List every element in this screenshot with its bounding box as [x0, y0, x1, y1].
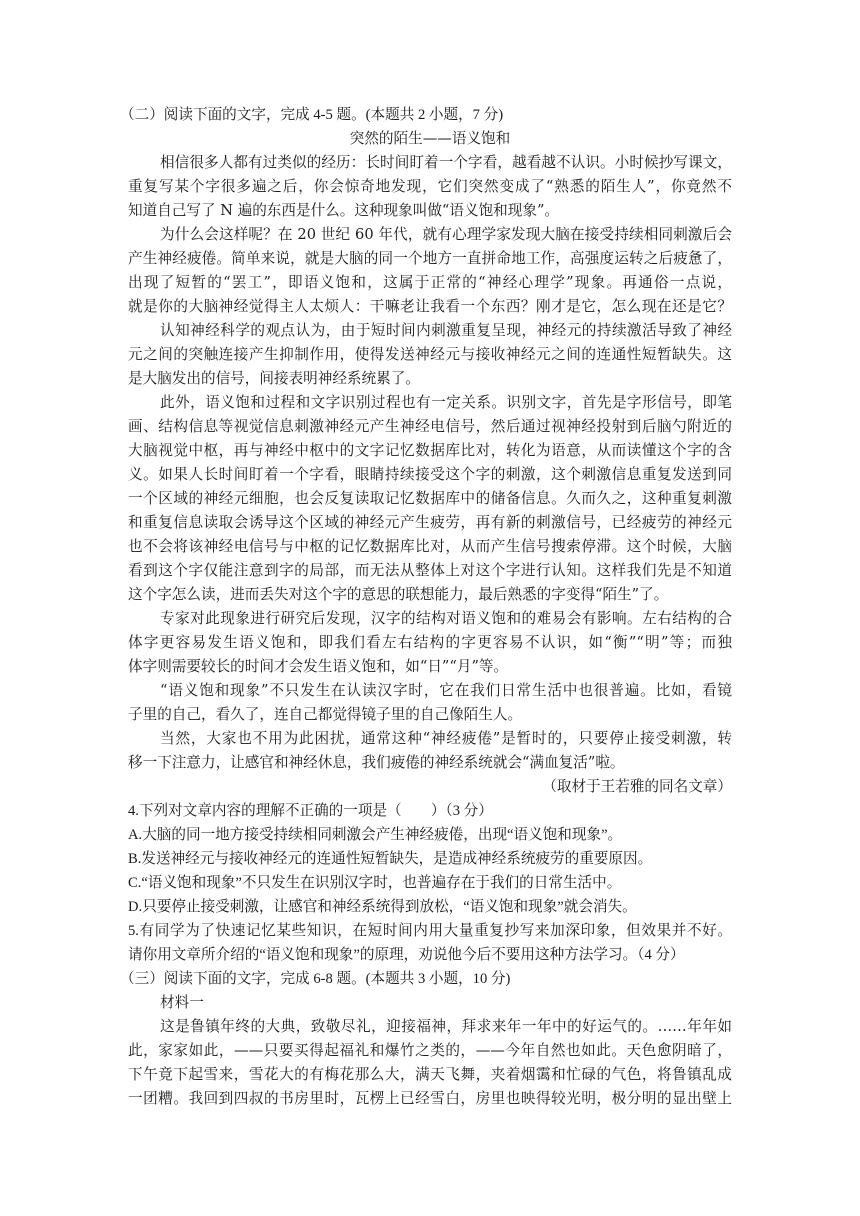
article-paragraph-line: 产生神经疲倦。简单来说，就是大脑的同一个地方一直拼命地工作，高强度运转之后疲惫了， [128, 250, 732, 267]
article-paragraph-line: 相信很多人都有过类似的经历：长时间盯着一个字看，越看越不认识。小时候抄写课文， [160, 154, 732, 171]
article-paragraph-line: 义。如果人长时间盯着一个字看，眼睛持续接受这个字的刺激，这个刺激信息重复发送到同 [128, 466, 732, 483]
article-source: （取材于王若雅的同名文章） [542, 778, 732, 795]
article-paragraph-line: 当然，大家也不用为此困扰，通常这种“神经疲倦”是暂时的，只要停止接受刺激，转 [160, 730, 732, 747]
material-paragraph-line: 此，家家如此，——只要买得起福礼和爆竹之类的，——今年自然也如此。天色愈阴暗了， [128, 1042, 732, 1059]
article-paragraph-line: “语义饱和现象”不只发生在认读汉字时，它在我们日常生活中也很普遍。比如，看镜 [160, 682, 732, 699]
section-2-heading: （二）阅读下面的文字，完成 4-5 题。(本题共 2 小题，7 分) [120, 107, 504, 123]
article-paragraph-line: 重复写某个字很多遍之后，你会惊奇地发现，它们突然变成了“熟悉的陌生人”，你竟然不 [128, 178, 732, 195]
article-paragraph-line: 认知神经科学的观点认为，由于短时间内刺激重复呈现，神经元的持续激活导致了神经 [160, 322, 732, 339]
article-paragraph-line: 体字则需要较长的时间才会发生语义饱和，如“日”“月”等。 [128, 658, 509, 675]
article-paragraph-line: 子里的自己，看久了，连自己都觉得镜子里的自己像陌生人。 [128, 706, 523, 723]
article-paragraph-line: 看到这个字仅能注意到字的局部，而无法从整体上对这个字进行认知。这样我们先是不知道 [128, 562, 732, 579]
article-paragraph-line: 也不会将该神经电信号与中枢的记忆数据库比对，从而产生信号搜索停滞。这个时候，大脑 [128, 538, 732, 555]
article-title: 突然的陌生——语义饱和 [349, 130, 511, 147]
article-paragraph-line: 和重复信息读取会诱导这个区域的神经元产生疲劳，再有新的刺激信号，已经疲劳的神经元 [128, 514, 732, 531]
article-paragraph-line: 移一下注意力，让感官和神经休息，我们疲倦的神经系统就会“满血复活”啦。 [128, 754, 625, 771]
article-paragraph-line: 大脑视觉中枢，再与神经中枢中的文字记忆数据库比对，转化为语意，从而读懂这个字的含 [128, 442, 732, 459]
material-paragraph-line: 一团糟。我回到四叔的书房里时，瓦楞上已经雪白，房里也映得较光明，极分明的显出壁上 [128, 1090, 732, 1107]
material-paragraph-line: 这是鲁镇年终的大典，致敬尽礼，迎接福神，拜求来年一年中的好运气的。……年年如 [160, 1018, 732, 1035]
question-4-stem: 4.下列对文章内容的理解不正确的一项是（ ）（3 分） [128, 803, 493, 819]
question-5-line: 5.有同学为了快速记忆某些知识，在短时间内用大量重复抄写来加深印象，但效果并不好。 [128, 923, 732, 939]
article-paragraph-line: 知道自己写了 N 遍的东西是什么。这种现象叫做“语义饱和现象”。 [128, 202, 560, 219]
material-paragraph-line: 下午竟下起雪来，雪花大的有梅花那么大，满天飞舞，夹着烟霭和忙碌的气色，将鲁镇乱成 [128, 1066, 732, 1083]
article-paragraph-line: 是大脑发出的信号，间接表明神经系统累了。 [128, 370, 420, 387]
question-4-option-b: B.发送神经元与接收神经元的连通性短暂缺失，是造成神经系统疲劳的重要原因。 [128, 851, 653, 867]
section-3-heading: （三）阅读下面的文字，完成 6-8 题。(本题共 3 小题，10 分) [120, 971, 511, 987]
question-5-line: 请你用文章所介绍的“语义饱和现象”的原理，劝说他今后不要用这种方法学习。（4 分） [128, 947, 685, 963]
article-paragraph-line: 出现了短暂的“罢工”，即语义饱和，这属于正常的“神经心理学”现象。再通俗一点说， [128, 274, 732, 291]
article-paragraph-line: 此外，语义饱和过程和文字识别过程也有一定关系。识别文字，首先是字形信号，即笔 [160, 394, 732, 411]
question-4-option-a: A.大脑的同一地方接受持续相同刺激会产生神经疲倦，出现“语义饱和现象”。 [128, 827, 623, 843]
article-paragraph-line: 就是你的大脑神经觉得主人太烦人：干嘛老让我看一个东西？刚才是它，怎么现在还是它？ [128, 298, 732, 315]
article-paragraph-line: 为什么会这样呢？在 20 世纪 60 年代，就有心理学家发现大脑在接受持续相同刺激后会 [160, 226, 732, 243]
material-label: 材料一 [160, 994, 204, 1011]
article-paragraph-line: 体字更容易发生语义饱和，即我们看左右结构的字更容易不认识，如“衡”“明”等；而独 [128, 634, 732, 651]
question-4-option-d: D.只要停止接受刺激，让感官和神经系统得到放松，“语义饱和现象”就会消失。 [128, 899, 637, 915]
article-paragraph-line: 画、结构信息等视觉信息刺激神经元产生神经电信号，然后通过视神经投射到后脑勺附近的 [128, 418, 732, 435]
article-paragraph-line: 专家对此现象进行研究后发现，汉字的结构对语义饱和的难易会有影响。左右结构的合 [160, 610, 732, 627]
question-4-option-c: C.“语义饱和现象”不只发生在识别汉字时，也普遍存在于我们的日常生活中。 [128, 875, 622, 891]
article-paragraph-line: 一个区域的神经元细胞，也会反复读取记忆数据库中的储备信息。久而久之，这种重复刺激 [128, 490, 732, 507]
article-paragraph-line: 元之间的突触连接产生抑制作用，使得发送神经元与接收神经元之间的连通性短暂缺失。这 [128, 346, 732, 363]
article-paragraph-line: 这个字怎么读，进而丢失对这个字的意思的联想能力，最后熟悉的字变得“陌生”了。 [128, 586, 669, 603]
